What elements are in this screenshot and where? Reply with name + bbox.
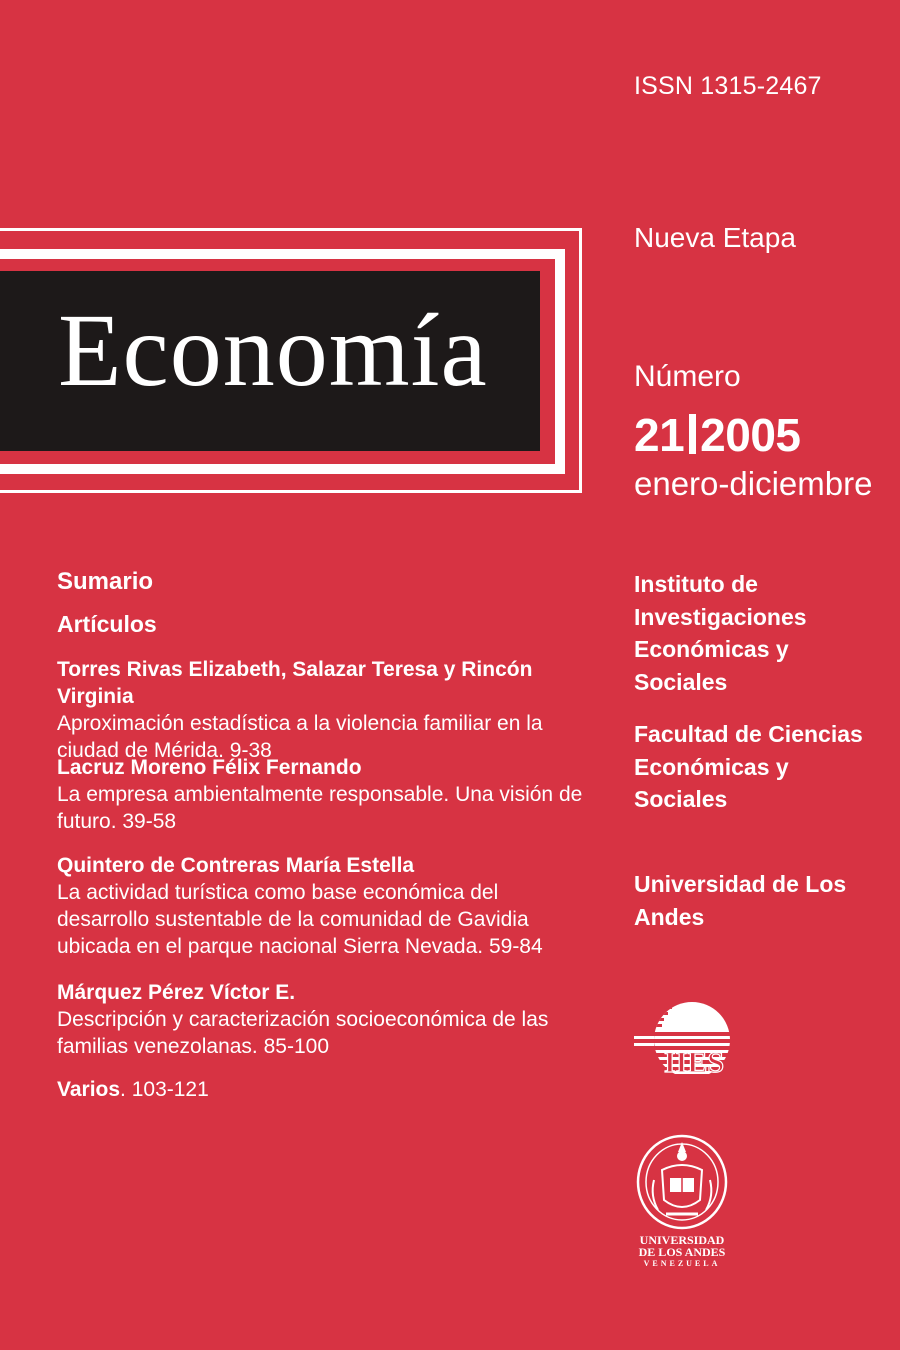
misc-pages: . 103-121: [120, 1078, 209, 1101]
article-entry: [57, 656, 587, 764]
article-entry: [57, 979, 587, 1060]
ula-wordmark-line2: DE LOS ANDES: [638, 1245, 726, 1259]
issue-number: [634, 408, 801, 462]
issue-year: 2005: [700, 409, 801, 461]
ula-seal-icon: [634, 1130, 730, 1230]
issue-number-value: 21: [634, 409, 685, 461]
ula-wordmark-line3: VENEZUELA: [643, 1259, 721, 1268]
institution-institute: Instituto de Investigaciones Económicas y Sociales: [634, 571, 807, 695]
article-entry: [57, 852, 587, 960]
article-author: Lacruz Moreno Félix Fernando: [57, 756, 362, 779]
iies-logo-text: IIES: [664, 1046, 725, 1079]
articles-heading: Artículos: [57, 611, 157, 637]
issue-period: enero-diciembre: [634, 465, 873, 502]
issue-divider: [689, 414, 696, 454]
misc-section: [57, 1078, 209, 1102]
ula-wordmark-line1: UNIVERSIDAD: [639, 1233, 725, 1247]
issue-label: Número: [634, 360, 741, 393]
institution-faculty: Facultad de Ciencias Económicas y Sociales: [634, 721, 863, 812]
iies-logo-icon: [634, 1000, 744, 1080]
series-label: Nueva Etapa: [634, 222, 796, 253]
summary-heading: Sumario: [57, 568, 154, 595]
misc-label: Varios: [57, 1078, 121, 1101]
article-author: Torres Rivas Elizabeth, Salazar Teresa y Rincón Virginia: [57, 658, 533, 708]
article-title: Descripción y caracterización socioeconómica de las familias venezolanas. 85-100: [57, 1008, 549, 1058]
article-title: La actividad turística como base económica del desarrollo sustentable de la comunidad de Gavidia ubicada en el parque nacional Sierra Nevada. 59-84: [57, 881, 543, 958]
article-author: Márquez Pérez Víctor E.: [57, 981, 296, 1004]
institution-university: Universidad de Los Andes: [634, 871, 847, 930]
issn: ISSN 1315-2467: [634, 72, 822, 100]
ula-wordmark: [634, 1234, 730, 1270]
article-entry: [57, 754, 587, 835]
article-title: Aproximación estadística a la violencia familiar en la ciudad de Mérida. 9-38: [57, 712, 543, 762]
journal-title: Economía: [58, 293, 488, 408]
article-title: La empresa ambientalmente responsable. Una visión de futuro. 39-58: [57, 783, 583, 833]
article-author: Quintero de Contreras María Estella: [57, 854, 415, 877]
